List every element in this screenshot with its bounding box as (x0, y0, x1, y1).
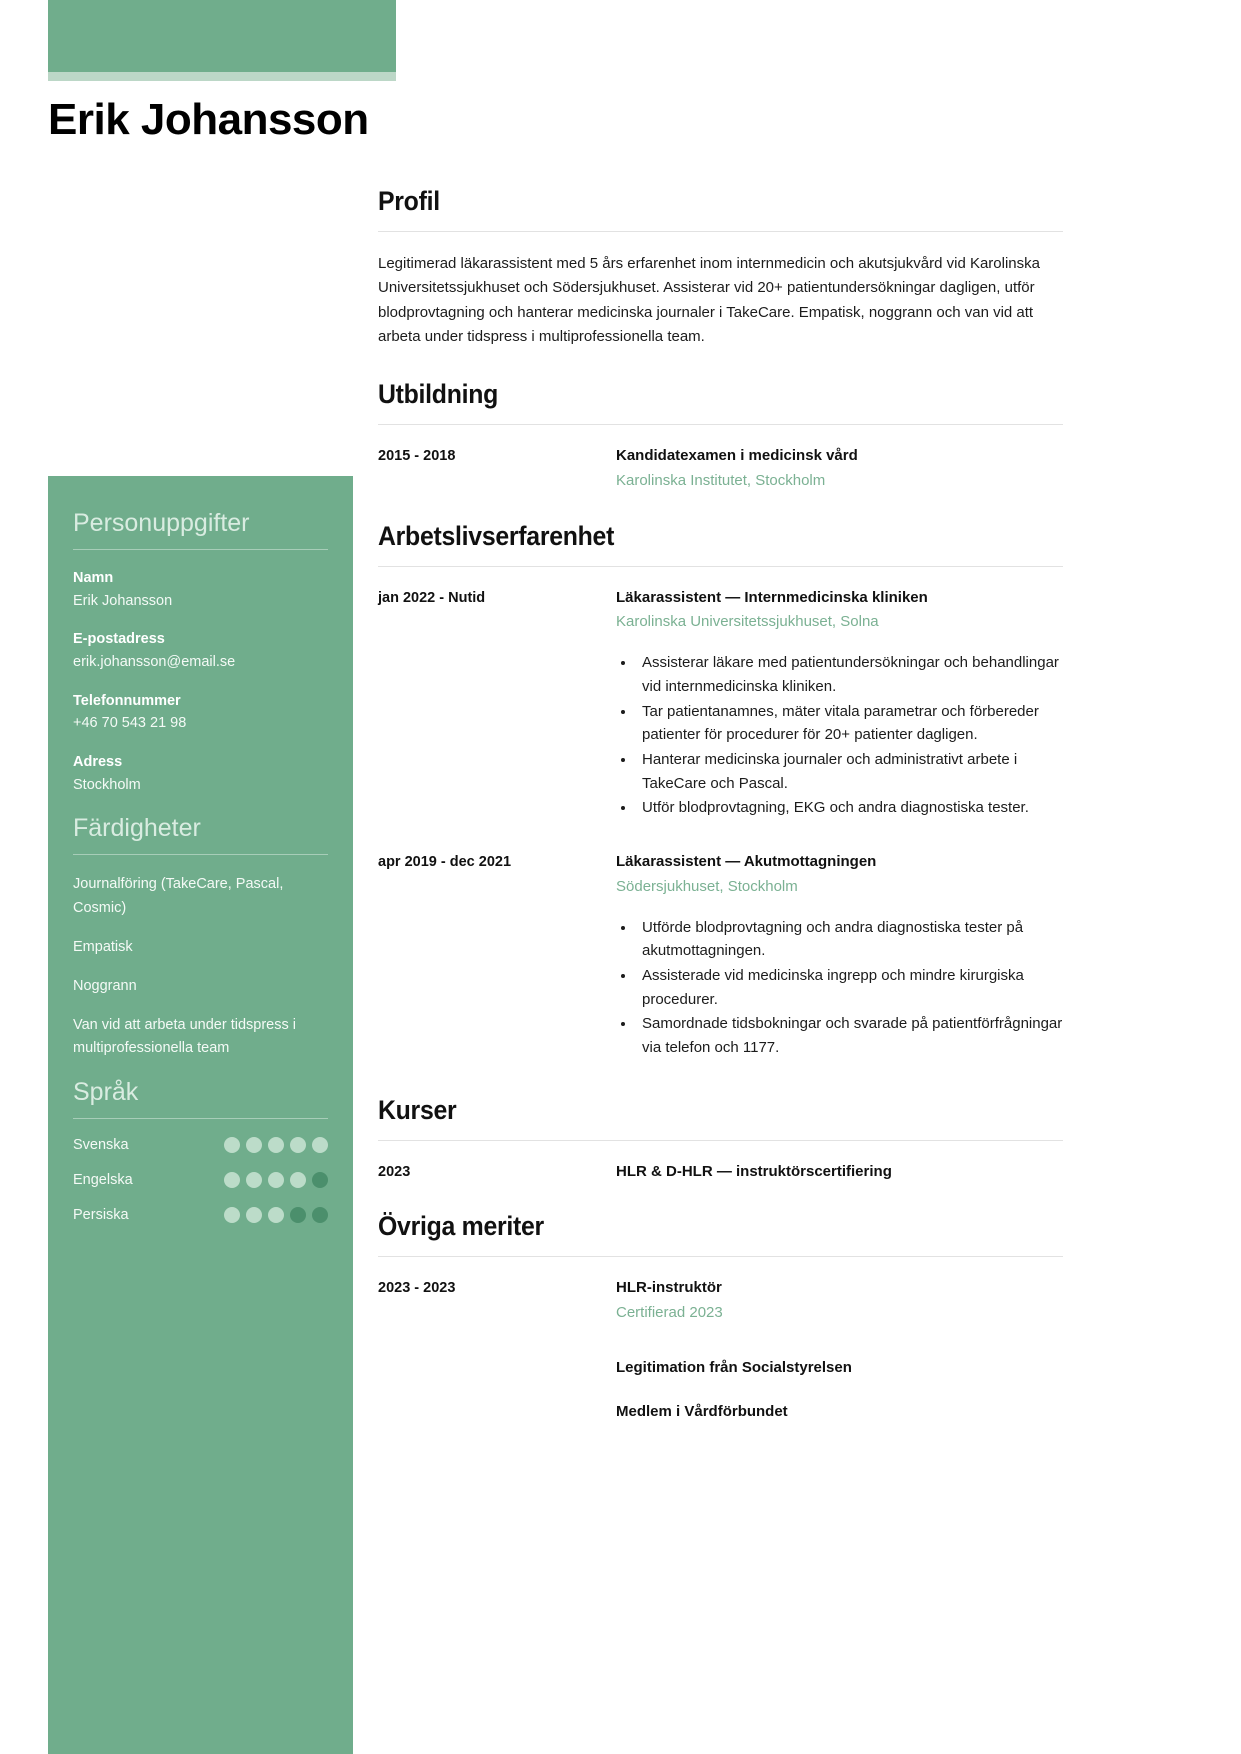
language-name: Svenska (73, 1136, 129, 1153)
entry-bullet: • Utför blodprovtagning, EKG och andra diagnostiska tester. (636, 796, 1063, 820)
language-row (73, 1172, 328, 1188)
education-entry (378, 445, 1063, 493)
section-divider (378, 231, 1063, 232)
header-accent-block (48, 0, 396, 72)
rating-dot (224, 1172, 240, 1188)
languages-list (73, 1137, 328, 1223)
personal-field-value: +46 70 543 21 98 (73, 715, 187, 732)
rating-dot (290, 1207, 306, 1223)
skills-list (73, 873, 328, 1060)
entry-bullet: • Assisterar läkare med patientundersökningar och behandlingar vid internmedicinska kliniken. (636, 651, 1063, 698)
entry-bullet: • Assisterade vid medicinska ingrepp och mindre kirurgiska procedurer. (636, 964, 1063, 1011)
sidebar-divider-skills (73, 854, 328, 855)
personal-field-value: erik.johansson@email.se (73, 654, 236, 671)
entry-title: Kandidatexamen i medicinsk vård (616, 447, 858, 465)
rating-dot (224, 1137, 240, 1153)
rating-dot (268, 1137, 284, 1153)
section-title-other-merits: Övriga meriter (378, 1211, 544, 1242)
entry-title: Läkarassistent — Akutmottagningen (616, 853, 877, 870)
entry-date: 2023 - 2023 (378, 1280, 456, 1297)
entry-body (616, 1357, 1063, 1446)
main-content (378, 186, 1063, 1452)
candidate-name: Erik Johansson (48, 95, 369, 144)
language-rating (224, 1137, 328, 1153)
entry-body (616, 587, 1063, 821)
rating-dot (290, 1172, 306, 1188)
sidebar-divider-languages (73, 1118, 328, 1119)
course-entry (378, 1161, 1063, 1184)
entry-subtitle: Karolinska Universitetssjukhuset, Solna (616, 613, 879, 631)
experience-entry (378, 851, 1063, 1061)
entry-bullets (616, 916, 1063, 1060)
section-courses (378, 1095, 1063, 1210)
name-header (48, 95, 748, 146)
sidebar-heading-skills: Färdigheter (73, 814, 201, 843)
sidebar-heading-personal: Personuppgifter (73, 509, 250, 537)
rating-dot (224, 1207, 240, 1223)
section-experience (378, 521, 1063, 1093)
entry-body (616, 1161, 1063, 1184)
personal-field-label: Namn (73, 570, 114, 587)
language-rating (224, 1172, 328, 1188)
language-name: Persiska (73, 1206, 129, 1223)
entry-bullet: • Hanterar medicinska journaler och administrativt arbete i TakeCare och Pascal. (636, 748, 1063, 795)
entry-bullet: • Utförde blodprovtagning och andra diagnostiska tester på akutmottagningen. (636, 916, 1063, 963)
entry-date: 2015 - 2018 (378, 448, 456, 465)
section-title-courses: Kurser (378, 1094, 457, 1125)
sidebar-heading-languages: Språk (73, 1077, 139, 1106)
section-divider (378, 566, 1063, 567)
personal-field-label: E-postadress (73, 631, 165, 648)
personal-field-label: Telefonnummer (73, 692, 181, 709)
sidebar (48, 476, 353, 1754)
section-divider (378, 1256, 1063, 1257)
merit-extra-line: Medlem i Vårdförbundet (616, 1403, 788, 1421)
skill-item: Van vid att arbeta under tidspress i multiprofessionella team (73, 1017, 296, 1057)
personal-field (73, 568, 328, 612)
language-row (73, 1207, 328, 1223)
merit-extra-line: Legitimation från Socialstyrelsen (616, 1358, 852, 1376)
personal-field (73, 752, 328, 796)
sidebar-divider-personal (73, 549, 328, 550)
entry-subtitle: Karolinska Institutet, Stockholm (616, 471, 826, 489)
experience-entry (378, 587, 1063, 821)
rating-dot (290, 1137, 306, 1153)
merit-extra-row (378, 1357, 1063, 1446)
profile-text: Legitimerad läkarassistent med 5 års erfarenhet inom internmedicin och akutsjukvård vid Karolinska Universitetssjukhuset och Södersjukhuset. Assisterar vid 20+ patientundersökningar dagligen, utför blodprovtagning och hanterar medicinska journaler i TakeCare. Empatisk, noggrann och van vid att arbeta under tidspress i multiprofessionella team. (378, 255, 1040, 345)
rating-dot (246, 1172, 262, 1188)
section-title-experience: Arbetslivserfarenhet (378, 520, 615, 551)
section-title-education: Utbildning (378, 379, 499, 410)
skill-item: Empatisk (73, 938, 133, 955)
personal-field (73, 629, 328, 673)
rating-dot (312, 1137, 328, 1153)
language-name: Engelska (73, 1171, 133, 1188)
section-other-merits (378, 1211, 1063, 1446)
section-education (378, 379, 1063, 519)
entry-subtitle: Certifierad 2023 (616, 1303, 723, 1321)
language-row (73, 1137, 328, 1153)
entry-date: apr 2019 - dec 2021 (378, 854, 512, 870)
rating-dot (312, 1207, 328, 1223)
skill-item: Noggrann (73, 977, 137, 994)
merit-entry (378, 1277, 1063, 1325)
personal-field-label: Adress (73, 753, 123, 770)
section-divider (378, 424, 1063, 425)
entry-bullet: • Samordnade tidsbokningar och svarade på patientförfrågningar via telefon och 1177. (636, 1012, 1063, 1059)
entry-date: jan 2022 - Nutid (378, 589, 486, 606)
entry-date: 2023 (378, 1163, 411, 1180)
entry-title: Läkarassistent — Internmedicinska kliniken (616, 588, 928, 606)
section-title-profile: Profil (378, 186, 440, 216)
section-profile (378, 186, 1063, 349)
entry-subtitle: Södersjukhuset, Stockholm (616, 877, 798, 895)
language-rating (224, 1207, 328, 1223)
entry-body (616, 445, 1063, 493)
personal-fields-list (73, 568, 328, 796)
entry-date-empty (378, 1357, 616, 1446)
entry-bullet: • Tar patientanamnes, mäter vitala parametrar och förbereder patienter för procedurer för 20+ patienter dagligen. (636, 700, 1063, 747)
entry-title: HLR & D-HLR — instruktörscertifiering (616, 1162, 892, 1180)
header-accent-underline (48, 72, 396, 81)
personal-field-value: Erik Johansson (73, 593, 173, 609)
rating-dot (268, 1172, 284, 1188)
entry-bullets (616, 651, 1063, 820)
rating-dot (268, 1207, 284, 1223)
rating-dot (246, 1207, 262, 1223)
personal-field-value: Stockholm (73, 776, 141, 793)
entry-body (616, 1277, 1063, 1325)
personal-field (73, 691, 328, 735)
rating-dot (312, 1172, 328, 1188)
entry-body (616, 851, 1063, 1061)
rating-dot (246, 1137, 262, 1153)
section-divider (378, 1140, 1063, 1141)
skill-item: Journalföring (TakeCare, Pascal, Cosmic) (73, 876, 284, 916)
entry-title: HLR-instruktör (616, 1279, 722, 1297)
